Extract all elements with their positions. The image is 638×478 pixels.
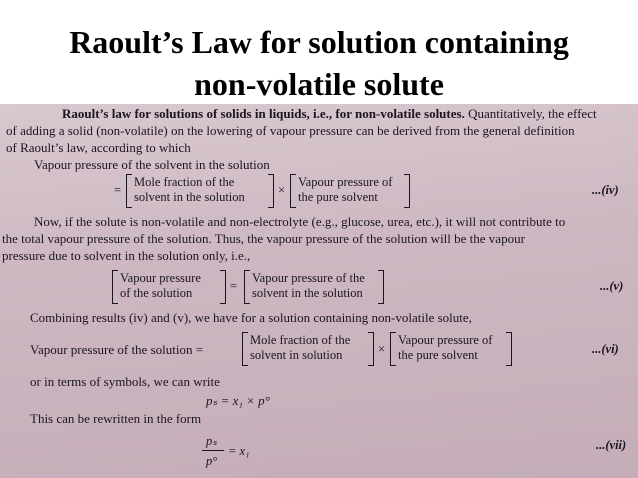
bracket-right: [268, 174, 274, 208]
eq5-term-b-line1: Vapour pressure of the: [252, 271, 365, 285]
bracket-left: [126, 174, 132, 208]
eq7-numerator: pₛ: [206, 434, 217, 448]
raoult-law-heading: Raoult’s law for solutions of solids in liquids, i.e., for non-volatile solutes.: [62, 106, 465, 121]
equation-number-v: ...(v): [600, 279, 624, 293]
eq5-term-b: [252, 271, 365, 301]
bracket-left: [244, 270, 250, 304]
bracket-right: [506, 332, 512, 366]
bracket-left: [112, 270, 118, 304]
slide-title-line2: non-volatile solute: [194, 66, 444, 102]
eq6-term-a: [250, 333, 350, 363]
paragraph-2-line-1: Now, if the solute is non-volatile and non-electrolyte (e.g., glucose, urea, etc.), it will not contribute to: [34, 214, 566, 229]
eq6-term-b-line2: the pure solvent: [398, 348, 478, 362]
paragraph-1-line-1: [62, 106, 597, 122]
eq4-term-b-line1: Vapour pressure of: [298, 175, 393, 189]
eq7-denominator: p°: [206, 454, 218, 468]
slide-title-line1: Raoult’s Law for solution containing: [69, 24, 569, 60]
paragraph-3-line-1: Combining results (iv) and (v), we have for a solution containing non-volatile solute,: [30, 310, 472, 325]
eq4-term-b-line2: the pure solvent: [298, 190, 378, 204]
eq6-term-b: [398, 333, 492, 363]
equals-sign: =: [114, 183, 122, 197]
equals-sign: =: [230, 279, 238, 293]
eq4-term-a: [134, 175, 245, 205]
paragraph-1-line-3: of Raoult’s law, according to which: [6, 140, 191, 155]
eq6-term-a-line1: Mole fraction of the: [250, 333, 351, 347]
paragraph-2-line-2: the total vapour pressure of the solution. Thus, the vapour pressure of the solution will be the vapour: [2, 231, 525, 246]
bracket-left: [242, 332, 248, 366]
symbolic-equation: pₛ = x₁ × p°: [206, 393, 270, 408]
paragraph-5-line-1: This can be rewritten in the form: [30, 411, 202, 426]
eq4-term-a-line1: Mole fraction of the: [134, 175, 235, 189]
eq4-term-a-line2: solvent in the solution: [134, 190, 245, 204]
paragraph-2-line-3: pressure due to solvent in the solution only, i.e.,: [2, 248, 251, 263]
eq5-term-a-line1: Vapour pressure: [120, 271, 201, 285]
eq6-term-a-line2: solvent in solution: [250, 348, 343, 362]
times-sign: ×: [378, 342, 386, 356]
bracket-right: [404, 174, 410, 208]
bracket-left: [290, 174, 296, 208]
bracket-right: [220, 270, 226, 304]
paragraph-1-line-4: Vapour pressure of the solvent in the solution: [34, 157, 270, 172]
fraction-bar: [202, 450, 224, 451]
eq7-rhs: = x₁: [228, 444, 250, 458]
eq4-term-b: [298, 175, 392, 205]
eq5-term-a: [120, 271, 201, 301]
eq5-term-a-line2: of the solution: [120, 286, 193, 300]
bracket-right: [368, 332, 374, 366]
textbook-photo: [0, 104, 638, 478]
paragraph-1-rest: Quantitatively, the effect: [464, 106, 597, 121]
equation-number-iv: ...(iv): [592, 183, 619, 197]
equation-number-vi: ...(vi): [592, 342, 619, 356]
equation-number-vii: ...(vii): [596, 438, 627, 452]
bracket-left: [390, 332, 396, 366]
eq5-term-b-line2: solvent in the solution: [252, 286, 363, 300]
eq6-term-b-line1: Vapour pressure of: [398, 333, 493, 347]
times-sign: ×: [278, 183, 286, 197]
eq6-lhs: Vapour pressure of the solution =: [30, 342, 204, 357]
paragraph-4-line-1: or in terms of symbols, we can write: [30, 374, 220, 389]
paragraph-1-line-2: of adding a solid (non-volatile) on the lowering of vapour pressure can be derived from the general definition: [6, 123, 575, 138]
bracket-right: [378, 270, 384, 304]
